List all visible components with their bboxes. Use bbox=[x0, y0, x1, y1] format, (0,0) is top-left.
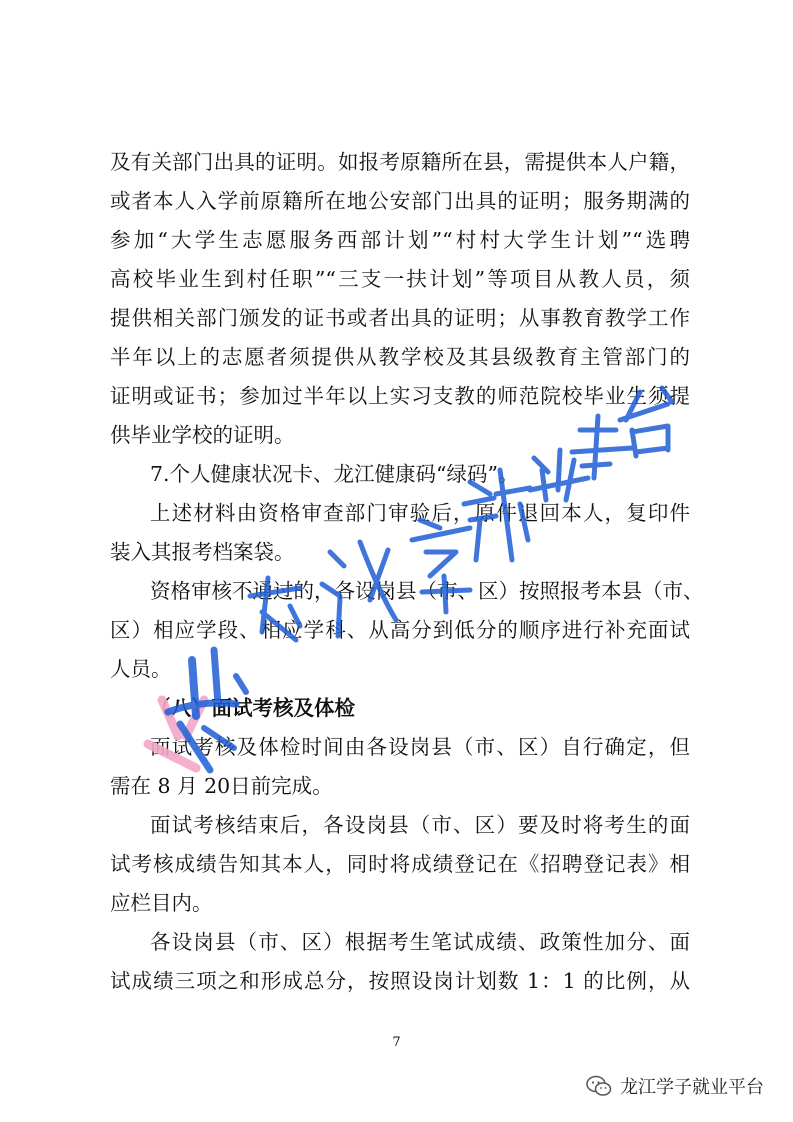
body-text-line: 及有关部门出具的证明。如报考原籍所在县，需提供本人户籍， bbox=[110, 150, 690, 174]
section-heading: （八）面试考核及体检 bbox=[150, 696, 355, 720]
body-text-line: 或者本人入学前原籍所在地公安部门出具的证明；服务期满的 bbox=[110, 189, 690, 213]
body-text-line: 试成绩三项之和形成总分，按照设岗计划数 1：1 的比例，从 bbox=[110, 969, 690, 993]
body-text-line: 参加“大学生志愿服务西部计划”“村村大学生计划”“选聘 bbox=[110, 228, 690, 252]
body-text-line: 提供相关部门颁发的证书或者出具的证明；从事教育教学工作 bbox=[110, 306, 690, 330]
body-text-line: 需在 8 月 20日前完成。 bbox=[110, 774, 333, 798]
body-text-line: 上述材料由资格审查部门审验后，原件退回本人，复印件 bbox=[150, 501, 690, 525]
body-text-line: 高校毕业生到村任职”“三支一扶计划”等项目从教人员，须 bbox=[110, 267, 690, 291]
body-text-line: 资格审核不通过的，各设岗县（市、区）按照报考本县（市、 bbox=[150, 579, 704, 603]
footer-brand bbox=[586, 1072, 764, 1100]
footer-brand-label: 龙江学子就业平台 bbox=[620, 1077, 764, 1098]
body-text-line: 区）相应学段、相应学科、从高分到低分的顺序进行补充面试 bbox=[110, 618, 690, 642]
page-number: 7 bbox=[392, 1035, 401, 1050]
wechat-icon bbox=[586, 1075, 612, 1097]
body-text-line: 人员。 bbox=[110, 657, 172, 681]
body-text-line: 应栏目内。 bbox=[110, 891, 213, 915]
body-text-line: 半年以上的志愿者须提供从教学校及其县级教育主管部门的 bbox=[110, 345, 690, 369]
body-text-line: 面试考核及体检时间由各设岗县（市、区）自行确定，但 bbox=[150, 735, 690, 759]
body-text-line: 供毕业学校的证明。 bbox=[110, 423, 295, 447]
list-item-7: 7.个人健康状况卡、龙江健康码“绿码”。 bbox=[150, 462, 519, 486]
body-text-line: 面试考核结束后，各设岗县（市、区）要及时将考生的面 bbox=[150, 813, 690, 837]
body-text-line: 各设岗县（市、区）根据考生笔试成绩、政策性加分、面 bbox=[150, 930, 690, 954]
body-text-line: 装入其报考档案袋。 bbox=[110, 540, 295, 564]
body-text-line: 证明或证书；参加过半年以上实习支教的师范院校毕业生须提 bbox=[110, 384, 690, 408]
body-text-line: 试考核成绩告知其本人，同时将成绩登记在《招聘登记表》相 bbox=[110, 852, 690, 876]
